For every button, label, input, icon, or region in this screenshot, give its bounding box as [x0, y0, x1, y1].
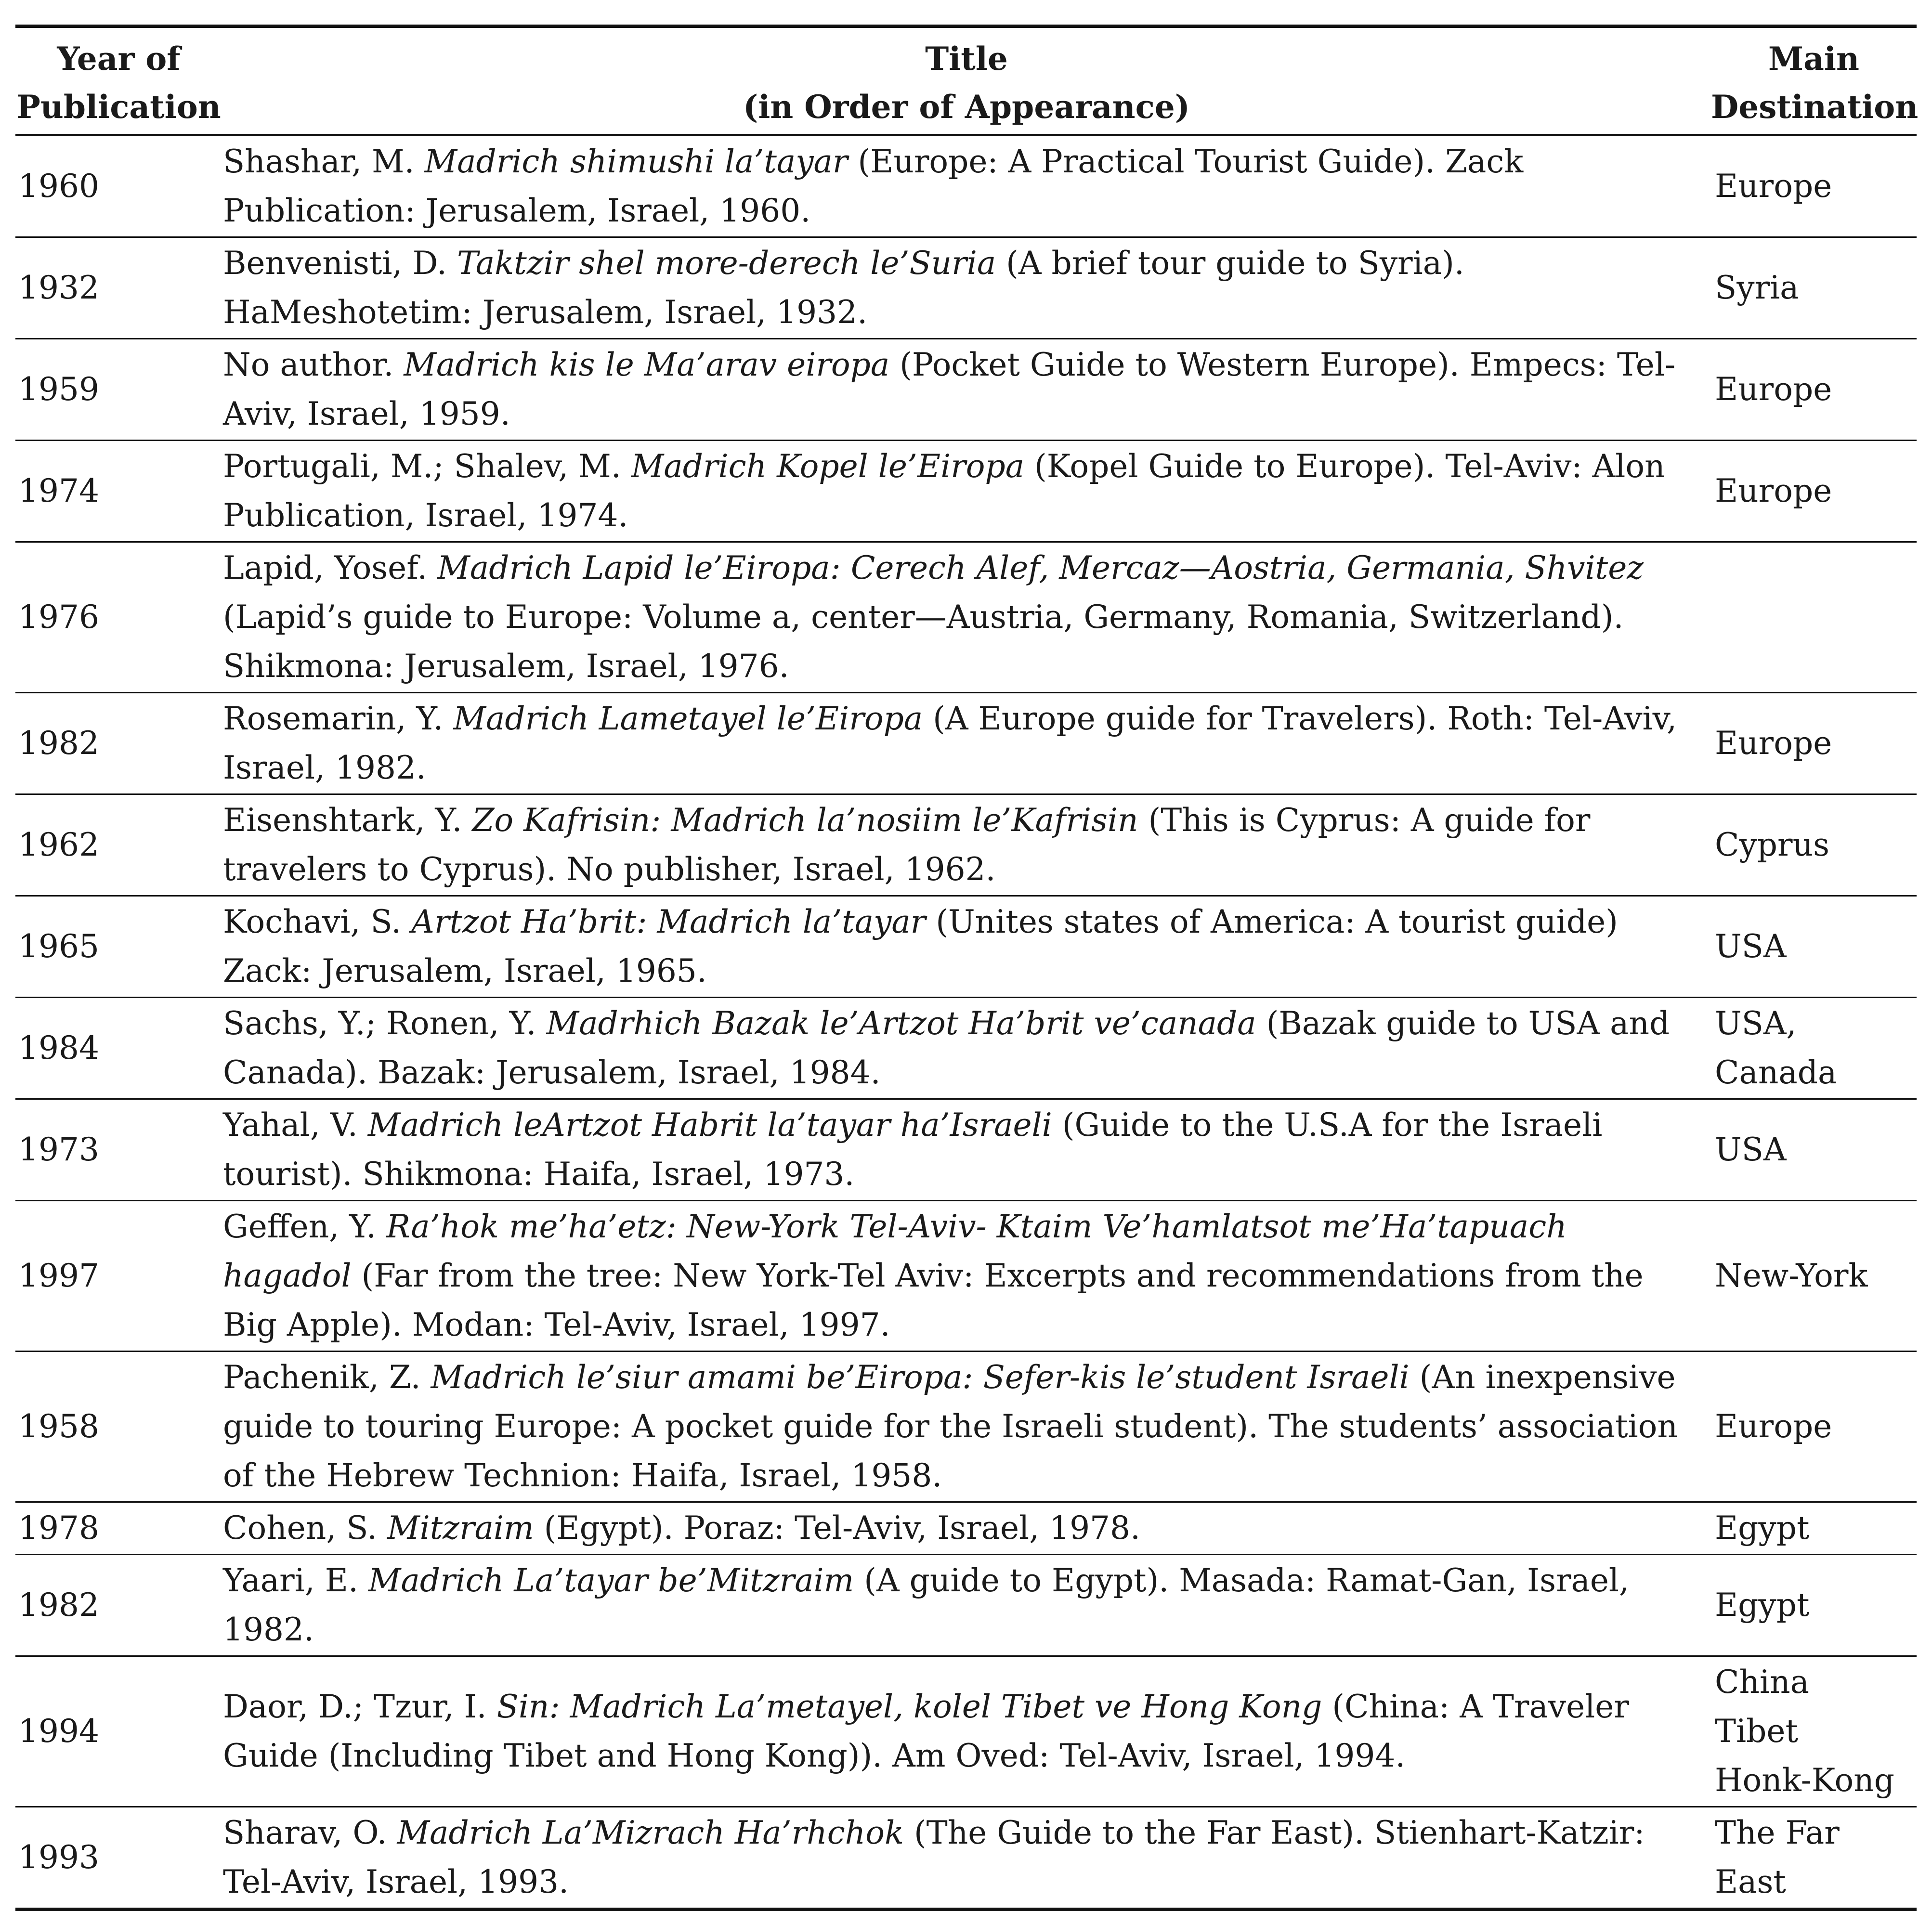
original-title: Zo Kafrisin: Madrich la’nosiim le’Kafrisin: [472, 802, 1138, 839]
author: Sachs, Y.; Ronen, Y.: [223, 1005, 547, 1042]
original-title: Madrich Kopel le’Eiropa: [631, 448, 1025, 485]
title-column-header: [222, 26, 1711, 135]
author: Lapid, Yosef.: [223, 549, 438, 586]
original-title: Mitzraim: [387, 1509, 534, 1547]
author: No author.: [223, 346, 404, 383]
destination-line: Tibet: [1715, 1713, 1798, 1750]
original-title: Taktzir shel more-derech le’Suria: [457, 245, 996, 282]
destination-cell: USA: [1711, 1099, 1917, 1201]
table-row: [15, 1099, 1917, 1201]
table-row: [15, 1201, 1917, 1352]
title-cell: [222, 998, 1711, 1099]
destination-line: Honk-Kong: [1715, 1762, 1894, 1799]
title-cell: [222, 1807, 1711, 1910]
year-cell: 1976: [15, 542, 222, 693]
year-cell: 1994: [15, 1656, 222, 1807]
original-title: Madrich le’siur amami be’Eiropa: Sefer-kis le’student Israeli: [431, 1359, 1410, 1396]
destination-cell: The Far East: [1711, 1807, 1917, 1910]
year-cell: 1993: [15, 1807, 222, 1910]
author: Yaari, E.: [223, 1562, 368, 1599]
table-row: [15, 1656, 1917, 1807]
table-row: [15, 1352, 1917, 1502]
year-cell: 1965: [15, 896, 222, 998]
table-row: [15, 339, 1917, 441]
year-header-line2: Publication: [16, 88, 221, 126]
author: Rosemarin, Y.: [223, 700, 454, 737]
original-title: Madrich shimushi la’tayar: [424, 143, 848, 180]
translation-publisher: (Unites states of America: A tourist guide) Zack: Jerusalem, Israel, 1965.: [223, 903, 1618, 989]
translation-publisher: (A brief tour guide to Syria). HaMeshotetim: Jerusalem, Israel, 1932.: [223, 245, 1464, 331]
title-cell: [222, 237, 1711, 339]
destination-cell: Europe: [1711, 135, 1917, 237]
original-title: Sin: Madrich La’metayel, kolel Tibet ve Hong Kong: [496, 1688, 1322, 1725]
original-title: Madrich leArtzot Habrit la’tayar ha’Israeli: [367, 1106, 1052, 1144]
destination-line: China: [1715, 1664, 1809, 1701]
year-cell: 1982: [15, 1555, 222, 1656]
translation-publisher: (A Europe guide for Travelers). Roth: Tel-Aviv, Israel, 1982.: [223, 700, 1677, 786]
bibliography-table-container: [15, 25, 1917, 1911]
author: Eisenshtark, Y.: [223, 802, 472, 839]
destination-cell: Cyprus: [1711, 794, 1917, 896]
destination-cell: New-York: [1711, 1201, 1917, 1352]
table-row: [15, 135, 1917, 237]
title-cell: [222, 1555, 1711, 1656]
year-cell: 1973: [15, 1099, 222, 1201]
translation-publisher: (A guide to Egypt). Masada: Ramat-Gan, Israel, 1982.: [223, 1562, 1629, 1648]
author: Pachenik, Z.: [223, 1359, 431, 1396]
table-row: [15, 441, 1917, 542]
original-title: Madrhich Bazak le’Artzot Ha’brit ve’canada: [546, 1005, 1256, 1042]
destination-cell: Europe: [1711, 1352, 1917, 1502]
destination-column-header: [1711, 26, 1917, 135]
original-title: Madrich Lametayel le’Eiropa: [453, 700, 923, 737]
author: Kochavi, S.: [223, 903, 412, 940]
destination-cell: Syria: [1711, 237, 1917, 339]
table-row: [15, 896, 1917, 998]
translation-publisher: (Europe: A Practical Tourist Guide). Zack Publication: Jerusalem, Israel, 1960.: [223, 143, 1524, 229]
author: Benvenisti, D.: [223, 245, 457, 282]
original-title: Ra’hok me’ha’etz: New-York Tel-Aviv- Ktaim Ve’hamlatsot me’Ha’tapuach hagadol: [223, 1208, 1567, 1294]
author: Cohen, S.: [223, 1509, 388, 1547]
table-row: [15, 542, 1917, 693]
translation-publisher: (Far from the tree: New York-Tel Aviv: Excerpts and recommendations from the Big Apple). Modan: Tel-Aviv, Israel, 1997.: [223, 1257, 1644, 1343]
title-cell: [222, 135, 1711, 237]
translation-publisher: (Bazak guide to USA and Canada). Bazak: Jerusalem, Israel, 1984.: [223, 1005, 1670, 1091]
translation-publisher: (The Guide to the Far East). Stienhart-Katzir: Tel-Aviv, Israel, 1993.: [223, 1814, 1645, 1900]
title-cell: [222, 896, 1711, 998]
header-row: [15, 26, 1917, 135]
title-cell: [222, 1502, 1711, 1555]
original-title: Madrich La’tayar be’Mitzraim: [368, 1562, 854, 1599]
table-row: [15, 1807, 1917, 1910]
year-cell: 1978: [15, 1502, 222, 1555]
title-header-line2: (in Order of Appearance): [743, 88, 1190, 126]
destination-cell: Europe: [1711, 693, 1917, 794]
original-title: Madrich kis le Ma’arav eiropa: [404, 346, 890, 383]
translation-publisher: (Egypt). Poraz: Tel-Aviv, Israel, 1978.: [534, 1509, 1141, 1547]
title-cell: [222, 794, 1711, 896]
year-header-line1: Year of: [57, 40, 181, 78]
author: Yahal, V.: [223, 1106, 368, 1144]
year-cell: 1974: [15, 441, 222, 542]
destination-cell: Europe: [1711, 441, 1917, 542]
title-cell: [222, 693, 1711, 794]
title-cell: [222, 1201, 1711, 1352]
translation-publisher: (China: A Traveler Guide (Including Tibet and Hong Kong)). Am Oved: Tel-Aviv, Israel, 1994.: [223, 1688, 1629, 1774]
author: Sharav, O.: [223, 1814, 397, 1851]
destination-cell: USA, Canada: [1711, 998, 1917, 1099]
translation-publisher: (Kopel Guide to Europe). Tel-Aviv: Alon Publication, Israel, 1974.: [223, 448, 1665, 534]
author: Shashar, M.: [223, 143, 425, 180]
table-row: [15, 1555, 1917, 1656]
author: Portugali, M.; Shalev, M.: [223, 448, 631, 485]
translation-publisher: (Guide to the U.S.A for the Israeli tourist). Shikmona: Haifa, Israel, 1973.: [223, 1106, 1603, 1193]
destination-cell: [1711, 1656, 1917, 1807]
year-cell: 1984: [15, 998, 222, 1099]
title-cell: [222, 1656, 1711, 1807]
bibliography-table: [15, 25, 1917, 1911]
year-cell: 1932: [15, 237, 222, 339]
author: Geffen, Y.: [223, 1208, 387, 1245]
author: Daor, D.; Tzur, I.: [223, 1688, 497, 1725]
table-row: [15, 1502, 1917, 1555]
destination-cell: Egypt: [1711, 1555, 1917, 1656]
destination-cell: [1711, 542, 1917, 693]
translation-publisher: (Lapid’s guide to Europe: Volume a, center—Austria, Germany, Romania, Switzerland). Shikmona: Jerusalem, Israel, 1976.: [223, 598, 1624, 685]
title-cell: [222, 441, 1711, 542]
translation-publisher: (An inexpensive guide to touring Europe: A pocket guide for the Israeli student). The students’ association of the Hebrew Technion: Haifa, Israel, 1958.: [223, 1359, 1678, 1494]
translation-publisher: (Pocket Guide to Western Europe). Empecs: Tel-Aviv, Israel, 1959.: [223, 346, 1676, 432]
destination-cell: Egypt: [1711, 1502, 1917, 1555]
year-cell: 1960: [15, 135, 222, 237]
year-cell: 1997: [15, 1201, 222, 1352]
original-title: Artzot Ha’brit: Madrich la’tayar: [411, 903, 926, 940]
original-title: Madrich Lapid le’Eiropa: Cerech Alef, Mercaz—Aostria, Germania, Shvitez: [437, 549, 1644, 586]
table-row: [15, 237, 1917, 339]
translation-publisher: (This is Cyprus: A guide for travelers to Cyprus). No publisher, Israel, 1962.: [223, 802, 1591, 888]
dest-header-line1: Main: [1768, 40, 1859, 78]
destination-cell: Europe: [1711, 339, 1917, 441]
destination-cell: USA: [1711, 896, 1917, 998]
year-cell: 1982: [15, 693, 222, 794]
year-cell: 1958: [15, 1352, 222, 1502]
dest-header-line2: Destination: [1711, 88, 1919, 126]
title-header-line1: Title: [925, 40, 1008, 78]
original-title: Madrich La’Mizrach Ha’rhchok: [397, 1814, 904, 1851]
year-cell: 1962: [15, 794, 222, 896]
title-cell: [222, 339, 1711, 441]
title-cell: [222, 1352, 1711, 1502]
title-cell: [222, 1099, 1711, 1201]
title-cell: [222, 542, 1711, 693]
year-cell: 1959: [15, 339, 222, 441]
table-row: [15, 794, 1917, 896]
table-row: [15, 693, 1917, 794]
year-column-header: [15, 26, 222, 135]
table-row: [15, 998, 1917, 1099]
